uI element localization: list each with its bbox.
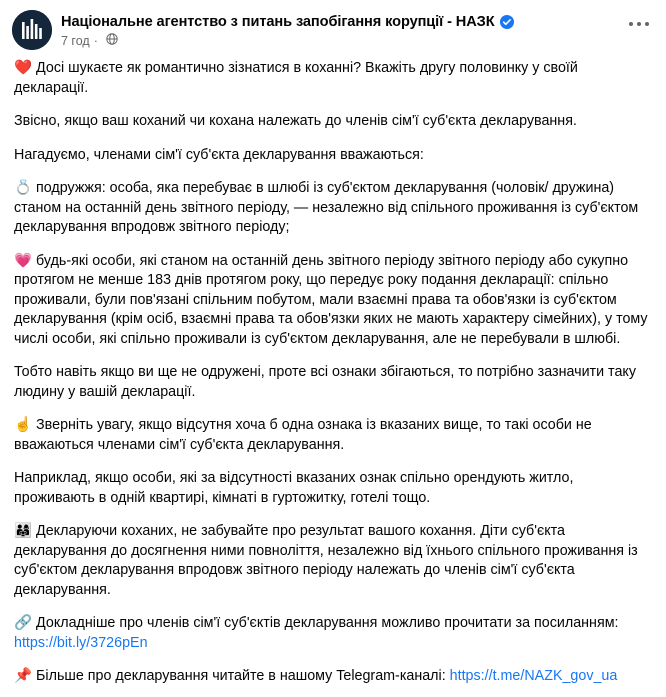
paragraph-text: Досі шукаєте як романтично зізнатися в коханні? Вкажіть другу половинку у своїй декларації. xyxy=(14,60,578,96)
globe-icon xyxy=(106,33,118,48)
post-paragraph xyxy=(14,614,652,653)
paragraph-text: будь-які особи, які станом на останній день звітного періоду звітного періоду або сукупно протягом не менше 183 днів протягом року, що передує року подання декларації: спільно проживали, були пов'язані спільним побутом, мали взаємні права та обов'язки із суб'єктом декларування (крім осіб, взаємні права та обов'язки яких не мають характеру сімейних), у тому числі особи, які спільно проживали із суб'єктом декларування, але не перебували в шлюбі. xyxy=(14,252,648,347)
post-paragraph xyxy=(14,416,652,455)
paragraph-text: Нагадуємо, членами сім'ї суб'єкта декларування вважаються: xyxy=(14,146,424,163)
post-paragraph xyxy=(14,363,652,402)
pushpin-emoji: 📌 xyxy=(14,668,33,685)
paragraph-text: Тобто навіть якщо ви ще не одружені, проте всі ознаки збігаються, то потрібно зазначити таку людину у вашій декларації. xyxy=(14,364,636,400)
paragraph-text: подружжя: особа, яка перебуває в шлюбі із суб'єктом декларування (чоловік/ дружина) станом на останній день звітного періоду, — незалежно від спільного проживання із суб'єктом декларування впродовж звітного періоду; xyxy=(14,180,639,236)
avatar[interactable] xyxy=(12,10,52,50)
meta-separator: · xyxy=(93,33,98,48)
ellipsis-icon[interactable] xyxy=(626,14,652,34)
paragraph-text: Більше про декларування читайте в нашому Telegram-каналі: xyxy=(36,668,446,685)
index-pointing-up-emoji: ☝️ xyxy=(14,416,33,433)
growing-heart-emoji: 💗 xyxy=(14,252,33,269)
post-paragraph xyxy=(14,522,652,600)
post-meta xyxy=(61,33,514,48)
link-emoji: 🔗 xyxy=(14,615,33,632)
family-emoji: 👨‍👩‍👧 xyxy=(14,523,33,539)
ellipsis-dot xyxy=(645,22,649,26)
post-paragraph xyxy=(14,252,652,349)
paragraph-text: Зверніть увагу, якщо відсутня хоча б одна ознака із вказаних вище, то такі особи не вважаються членами сім'ї суб'єкта декларування. xyxy=(14,416,592,453)
post-paragraph xyxy=(14,146,652,165)
post-paragraph xyxy=(14,59,652,98)
paragraph-text: Докладніше про членів сім'ї суб'єктів декларування можливо прочитати за посиланням: xyxy=(36,615,619,632)
post-text-body xyxy=(0,55,666,697)
post-timestamp[interactable]: 7 год xyxy=(61,33,90,48)
post-paragraph xyxy=(14,112,652,131)
paragraph-text: Звісно, якщо ваш коханий чи кохана належать до членів сім'ї суб'єкта декларування. xyxy=(14,113,577,130)
post-paragraph xyxy=(14,667,652,687)
paragraph-text: Декларуючи коханих, не забувайте про результат вашого кохання. Діти суб'єкта декларування до досягнення ними повноліття, незалежно від їхнього спільного проживання із суб'єктом декларування впродовж звітного періоду належать до членів сім'ї суб'єкта декларування. xyxy=(14,523,638,598)
ring-emoji: 💍 xyxy=(14,180,33,197)
ellipsis-dot xyxy=(629,22,633,26)
paragraph-text: Наприклад, якщо особи, які за відсутності вказаних ознак спільно орендують житло, проживають в одній квартирі, кімнаті в гуртожитку, готелі тощо. xyxy=(14,470,574,506)
ellipsis-dot xyxy=(637,22,641,26)
post-paragraph xyxy=(14,179,652,238)
post-link-telegram[interactable]: https://t.me/NAZK_gov_ua xyxy=(449,668,618,685)
post-paragraph xyxy=(14,469,652,508)
post-header xyxy=(0,0,666,55)
post-link-bitly[interactable]: https://bit.ly/3726pEn xyxy=(14,634,148,651)
heart-emoji: ❤️ xyxy=(14,60,33,76)
verified-badge-icon xyxy=(500,15,514,29)
post-author-block xyxy=(61,10,514,51)
page-name[interactable]: Національне агентство з питань запобігання корупції - НАЗК xyxy=(61,14,495,30)
